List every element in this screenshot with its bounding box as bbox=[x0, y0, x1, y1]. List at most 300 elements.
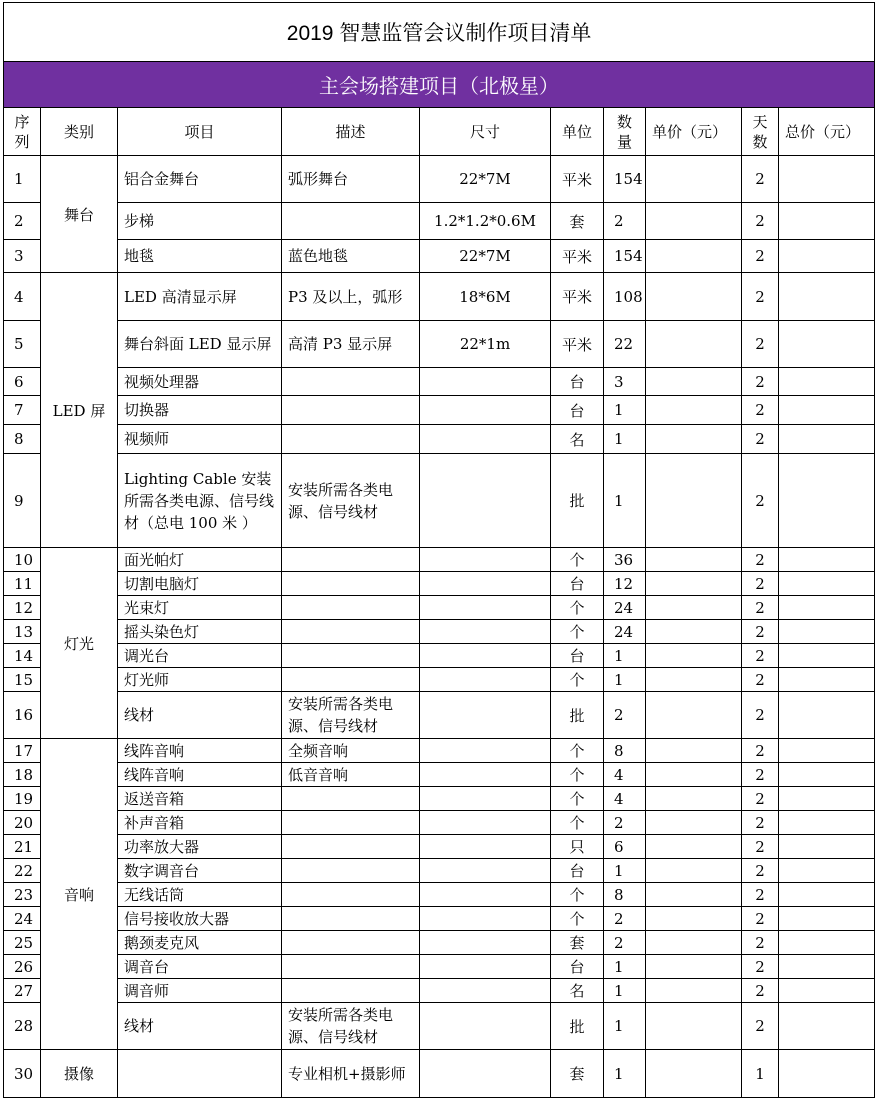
item-total-price bbox=[779, 620, 875, 644]
row-index: 13 bbox=[4, 620, 41, 644]
item-size: 1.2*1.2*0.6M bbox=[420, 203, 551, 240]
item-size bbox=[420, 979, 551, 1003]
row-index: 3 bbox=[4, 240, 41, 273]
item-size bbox=[420, 907, 551, 931]
item-total-price bbox=[779, 425, 875, 454]
item-name: 信号接收放大器 bbox=[118, 907, 282, 931]
item-total-price bbox=[779, 955, 875, 979]
row-index: 15 bbox=[4, 668, 41, 692]
item-quantity: 4 bbox=[604, 763, 646, 787]
item-total-price bbox=[779, 859, 875, 883]
item-unit-price bbox=[646, 396, 742, 425]
item-total-price bbox=[779, 368, 875, 396]
item-size: 22*1m bbox=[420, 321, 551, 368]
item-unit-price bbox=[646, 979, 742, 1003]
item-size bbox=[420, 883, 551, 907]
item-size bbox=[420, 548, 551, 572]
item-size bbox=[420, 787, 551, 811]
row-index: 11 bbox=[4, 572, 41, 596]
item-unit-price bbox=[646, 811, 742, 835]
row-index: 8 bbox=[4, 425, 41, 454]
item-description: 安装所需各类电源、信号线材 bbox=[282, 692, 420, 739]
item-size bbox=[420, 572, 551, 596]
item-unit: 台 bbox=[551, 396, 604, 425]
item-unit: 批 bbox=[551, 692, 604, 739]
item-name bbox=[118, 1050, 282, 1098]
row-index: 25 bbox=[4, 931, 41, 955]
item-total-price bbox=[779, 1003, 875, 1050]
item-total-price bbox=[779, 787, 875, 811]
item-unit: 平米 bbox=[551, 156, 604, 203]
item-unit: 批 bbox=[551, 454, 604, 548]
item-total-price bbox=[779, 1050, 875, 1098]
item-quantity: 1 bbox=[604, 979, 646, 1003]
item-unit: 平米 bbox=[551, 273, 604, 321]
item-days: 2 bbox=[742, 620, 779, 644]
table-row bbox=[4, 907, 875, 931]
item-quantity: 1 bbox=[604, 955, 646, 979]
table-row bbox=[4, 620, 875, 644]
item-quantity: 1 bbox=[604, 1003, 646, 1050]
item-total-price bbox=[779, 454, 875, 548]
item-quantity: 1 bbox=[604, 425, 646, 454]
item-description bbox=[282, 548, 420, 572]
table-row bbox=[4, 859, 875, 883]
item-days: 2 bbox=[742, 273, 779, 321]
item-days: 2 bbox=[742, 572, 779, 596]
header-unit: 单位 bbox=[551, 108, 604, 156]
item-description bbox=[282, 835, 420, 859]
item-unit: 个 bbox=[551, 548, 604, 572]
item-size bbox=[420, 955, 551, 979]
item-size bbox=[420, 425, 551, 454]
item-total-price bbox=[779, 979, 875, 1003]
row-index: 30 bbox=[4, 1050, 41, 1098]
item-days: 2 bbox=[742, 156, 779, 203]
table-row bbox=[4, 931, 875, 955]
item-name: 数字调音台 bbox=[118, 859, 282, 883]
item-name: 功率放大器 bbox=[118, 835, 282, 859]
item-quantity: 12 bbox=[604, 572, 646, 596]
item-name: 舞台斜面 LED 显示屏 bbox=[118, 321, 282, 368]
table-row bbox=[4, 425, 875, 454]
item-name: 步梯 bbox=[118, 203, 282, 240]
item-unit-price bbox=[646, 787, 742, 811]
item-size: 22*7M bbox=[420, 156, 551, 203]
item-unit-price bbox=[646, 692, 742, 739]
item-quantity: 1 bbox=[604, 859, 646, 883]
item-quantity: 1 bbox=[604, 644, 646, 668]
item-total-price bbox=[779, 931, 875, 955]
row-index: 18 bbox=[4, 763, 41, 787]
row-index: 9 bbox=[4, 454, 41, 548]
item-total-price bbox=[779, 692, 875, 739]
item-quantity: 6 bbox=[604, 835, 646, 859]
item-unit: 个 bbox=[551, 787, 604, 811]
row-index: 14 bbox=[4, 644, 41, 668]
item-description: 高清 P3 显示屏 bbox=[282, 321, 420, 368]
item-name: 地毯 bbox=[118, 240, 282, 273]
item-days: 2 bbox=[742, 548, 779, 572]
item-quantity: 108 bbox=[604, 273, 646, 321]
row-index: 6 bbox=[4, 368, 41, 396]
item-name: 切割电脑灯 bbox=[118, 572, 282, 596]
project-table bbox=[3, 2, 875, 1098]
table-row bbox=[4, 203, 875, 240]
item-quantity: 2 bbox=[604, 907, 646, 931]
item-quantity: 2 bbox=[604, 203, 646, 240]
item-unit: 个 bbox=[551, 763, 604, 787]
table-row bbox=[4, 644, 875, 668]
table-row bbox=[4, 240, 875, 273]
table-row bbox=[4, 787, 875, 811]
item-size: 22*7M bbox=[420, 240, 551, 273]
item-total-price bbox=[779, 596, 875, 620]
row-index: 19 bbox=[4, 787, 41, 811]
item-days: 1 bbox=[742, 1050, 779, 1098]
item-unit-price bbox=[646, 859, 742, 883]
item-name: 铝合金舞台 bbox=[118, 156, 282, 203]
table-row bbox=[4, 763, 875, 787]
item-description bbox=[282, 811, 420, 835]
item-unit-price bbox=[646, 572, 742, 596]
category-stage: 舞台 bbox=[41, 156, 118, 273]
header-size: 尺寸 bbox=[420, 108, 551, 156]
item-quantity: 24 bbox=[604, 596, 646, 620]
item-description: 全频音响 bbox=[282, 739, 420, 763]
item-description bbox=[282, 955, 420, 979]
item-name: 调光台 bbox=[118, 644, 282, 668]
table-row bbox=[4, 273, 875, 321]
row-index: 7 bbox=[4, 396, 41, 425]
item-unit: 个 bbox=[551, 811, 604, 835]
item-unit: 个 bbox=[551, 907, 604, 931]
table-row bbox=[4, 548, 875, 572]
table-row bbox=[4, 811, 875, 835]
item-quantity: 1 bbox=[604, 454, 646, 548]
item-name: 鹅颈麦克风 bbox=[118, 931, 282, 955]
item-quantity: 2 bbox=[604, 692, 646, 739]
item-size bbox=[420, 811, 551, 835]
item-total-price bbox=[779, 835, 875, 859]
item-unit-price bbox=[646, 548, 742, 572]
item-total-price bbox=[779, 240, 875, 273]
item-unit-price bbox=[646, 321, 742, 368]
item-unit-price bbox=[646, 955, 742, 979]
row-index: 27 bbox=[4, 979, 41, 1003]
category-led: LED 屏 bbox=[41, 273, 118, 548]
item-unit-price bbox=[646, 273, 742, 321]
table-row bbox=[4, 156, 875, 203]
item-days: 2 bbox=[742, 425, 779, 454]
item-total-price bbox=[779, 572, 875, 596]
table-row bbox=[4, 835, 875, 859]
item-name: 光束灯 bbox=[118, 596, 282, 620]
item-description: 专业相机+摄影师 bbox=[282, 1050, 420, 1098]
item-name: 补声音箱 bbox=[118, 811, 282, 835]
item-description bbox=[282, 644, 420, 668]
item-unit-price bbox=[646, 763, 742, 787]
sheet-title: 2019 智慧监管会议制作项目清单 bbox=[4, 3, 875, 62]
table-row bbox=[4, 572, 875, 596]
item-unit: 个 bbox=[551, 620, 604, 644]
item-unit: 台 bbox=[551, 955, 604, 979]
item-description: 安装所需各类电源、信号线材 bbox=[282, 1003, 420, 1050]
item-total-price bbox=[779, 321, 875, 368]
item-quantity: 24 bbox=[604, 620, 646, 644]
item-days: 2 bbox=[742, 240, 779, 273]
item-name: 面光帕灯 bbox=[118, 548, 282, 572]
item-unit: 只 bbox=[551, 835, 604, 859]
item-quantity: 8 bbox=[604, 883, 646, 907]
item-size bbox=[420, 620, 551, 644]
table-row bbox=[4, 979, 875, 1003]
item-days: 2 bbox=[742, 763, 779, 787]
item-unit: 套 bbox=[551, 203, 604, 240]
header-item: 项目 bbox=[118, 108, 282, 156]
item-days: 2 bbox=[742, 321, 779, 368]
item-quantity: 154 bbox=[604, 156, 646, 203]
item-unit: 名 bbox=[551, 425, 604, 454]
category-lighting: 灯光 bbox=[41, 548, 118, 739]
table-row bbox=[4, 739, 875, 763]
item-quantity: 1 bbox=[604, 1050, 646, 1098]
item-name: 线材 bbox=[118, 692, 282, 739]
item-size bbox=[420, 835, 551, 859]
item-unit-price bbox=[646, 620, 742, 644]
item-size bbox=[420, 739, 551, 763]
category-audio: 音响 bbox=[41, 739, 118, 1050]
item-unit-price bbox=[646, 883, 742, 907]
item-quantity: 36 bbox=[604, 548, 646, 572]
item-unit-price bbox=[646, 644, 742, 668]
header-unit-price: 单价（元） bbox=[646, 108, 742, 156]
item-days: 2 bbox=[742, 396, 779, 425]
section-title: 主会场搭建项目（北极星） bbox=[4, 62, 875, 108]
item-total-price bbox=[779, 811, 875, 835]
item-name: 视频处理器 bbox=[118, 368, 282, 396]
table-row bbox=[4, 1050, 875, 1098]
item-size bbox=[420, 454, 551, 548]
item-size bbox=[420, 644, 551, 668]
item-description bbox=[282, 979, 420, 1003]
row-index: 12 bbox=[4, 596, 41, 620]
item-days: 2 bbox=[742, 907, 779, 931]
item-name: 线阵音响 bbox=[118, 739, 282, 763]
item-size bbox=[420, 1003, 551, 1050]
item-unit: 平米 bbox=[551, 240, 604, 273]
item-unit-price bbox=[646, 835, 742, 859]
table-row bbox=[4, 596, 875, 620]
item-unit: 台 bbox=[551, 859, 604, 883]
item-unit: 个 bbox=[551, 668, 604, 692]
item-days: 2 bbox=[742, 883, 779, 907]
item-unit: 台 bbox=[551, 368, 604, 396]
item-name: 切换器 bbox=[118, 396, 282, 425]
item-description bbox=[282, 883, 420, 907]
item-quantity: 1 bbox=[604, 668, 646, 692]
row-index: 20 bbox=[4, 811, 41, 835]
item-description: 低音音响 bbox=[282, 763, 420, 787]
item-name: 线材 bbox=[118, 1003, 282, 1050]
item-name: Lighting Cable 安装所需各类电源、信号线材（总电 100 米 ） bbox=[118, 454, 282, 548]
item-size bbox=[420, 396, 551, 425]
item-unit: 套 bbox=[551, 1050, 604, 1098]
item-days: 2 bbox=[742, 368, 779, 396]
row-index: 2 bbox=[4, 203, 41, 240]
item-name: 调音师 bbox=[118, 979, 282, 1003]
row-index: 1 bbox=[4, 156, 41, 203]
header-category: 类别 bbox=[41, 108, 118, 156]
item-name: 无线话筒 bbox=[118, 883, 282, 907]
item-name: 视频师 bbox=[118, 425, 282, 454]
item-name: 调音台 bbox=[118, 955, 282, 979]
project-list-sheet bbox=[3, 2, 874, 1098]
item-unit: 台 bbox=[551, 572, 604, 596]
item-unit-price bbox=[646, 203, 742, 240]
item-name: 返送音箱 bbox=[118, 787, 282, 811]
item-size bbox=[420, 1050, 551, 1098]
item-unit: 个 bbox=[551, 883, 604, 907]
category-camera: 摄像 bbox=[41, 1050, 118, 1098]
row-index: 23 bbox=[4, 883, 41, 907]
item-description bbox=[282, 368, 420, 396]
item-unit: 批 bbox=[551, 1003, 604, 1050]
row-index: 26 bbox=[4, 955, 41, 979]
item-total-price bbox=[779, 396, 875, 425]
header-quantity: 数 量 bbox=[604, 108, 646, 156]
item-unit: 个 bbox=[551, 739, 604, 763]
item-total-price bbox=[779, 548, 875, 572]
item-description bbox=[282, 620, 420, 644]
item-total-price bbox=[779, 156, 875, 203]
item-unit-price bbox=[646, 240, 742, 273]
item-size: 18*6M bbox=[420, 273, 551, 321]
item-days: 2 bbox=[742, 692, 779, 739]
table-row bbox=[4, 396, 875, 425]
row-index: 5 bbox=[4, 321, 41, 368]
item-quantity: 154 bbox=[604, 240, 646, 273]
table-row bbox=[4, 1003, 875, 1050]
item-days: 2 bbox=[742, 859, 779, 883]
table-row bbox=[4, 692, 875, 739]
item-description: 蓝色地毯 bbox=[282, 240, 420, 273]
item-description bbox=[282, 787, 420, 811]
item-unit-price bbox=[646, 1003, 742, 1050]
item-quantity: 2 bbox=[604, 931, 646, 955]
item-size bbox=[420, 368, 551, 396]
item-total-price bbox=[779, 763, 875, 787]
item-days: 2 bbox=[742, 644, 779, 668]
item-description bbox=[282, 596, 420, 620]
item-quantity: 3 bbox=[604, 368, 646, 396]
row-index: 10 bbox=[4, 548, 41, 572]
item-total-price bbox=[779, 907, 875, 931]
table-row bbox=[4, 454, 875, 548]
item-total-price bbox=[779, 644, 875, 668]
item-total-price bbox=[779, 883, 875, 907]
item-unit-price bbox=[646, 739, 742, 763]
item-name: 灯光师 bbox=[118, 668, 282, 692]
item-size bbox=[420, 692, 551, 739]
table-row bbox=[4, 368, 875, 396]
item-quantity: 4 bbox=[604, 787, 646, 811]
item-days: 2 bbox=[742, 931, 779, 955]
item-size bbox=[420, 931, 551, 955]
item-unit-price bbox=[646, 368, 742, 396]
item-days: 2 bbox=[742, 739, 779, 763]
item-description bbox=[282, 931, 420, 955]
item-unit-price bbox=[646, 907, 742, 931]
item-days: 2 bbox=[742, 596, 779, 620]
row-index: 24 bbox=[4, 907, 41, 931]
item-unit: 名 bbox=[551, 979, 604, 1003]
item-days: 2 bbox=[742, 454, 779, 548]
item-size bbox=[420, 859, 551, 883]
table-header bbox=[4, 108, 875, 156]
item-quantity: 1 bbox=[604, 396, 646, 425]
item-size bbox=[420, 763, 551, 787]
item-quantity: 2 bbox=[604, 811, 646, 835]
row-index: 21 bbox=[4, 835, 41, 859]
row-index: 4 bbox=[4, 273, 41, 321]
item-name: 摇头染色灯 bbox=[118, 620, 282, 644]
item-size bbox=[420, 668, 551, 692]
item-days: 2 bbox=[742, 835, 779, 859]
item-description bbox=[282, 396, 420, 425]
item-unit-price bbox=[646, 1050, 742, 1098]
item-days: 2 bbox=[742, 787, 779, 811]
item-quantity: 8 bbox=[604, 739, 646, 763]
item-description: P3 及以上，弧形 bbox=[282, 273, 420, 321]
item-unit: 平米 bbox=[551, 321, 604, 368]
row-index: 16 bbox=[4, 692, 41, 739]
table-row bbox=[4, 955, 875, 979]
item-total-price bbox=[779, 739, 875, 763]
item-description bbox=[282, 668, 420, 692]
item-days: 2 bbox=[742, 979, 779, 1003]
header-total-price: 总价（元） bbox=[779, 108, 875, 156]
item-description bbox=[282, 425, 420, 454]
table-row bbox=[4, 668, 875, 692]
item-days: 2 bbox=[742, 955, 779, 979]
header-days: 天 数 bbox=[742, 108, 779, 156]
item-description: 弧形舞台 bbox=[282, 156, 420, 203]
header-index: 序 列 bbox=[4, 108, 41, 156]
item-unit: 台 bbox=[551, 644, 604, 668]
item-days: 2 bbox=[742, 668, 779, 692]
item-unit-price bbox=[646, 668, 742, 692]
item-unit-price bbox=[646, 931, 742, 955]
table-row bbox=[4, 883, 875, 907]
item-quantity: 22 bbox=[604, 321, 646, 368]
row-index: 17 bbox=[4, 739, 41, 763]
item-name: 线阵音响 bbox=[118, 763, 282, 787]
item-unit-price bbox=[646, 454, 742, 548]
item-description: 安装所需各类电源、信号线材 bbox=[282, 454, 420, 548]
item-total-price bbox=[779, 273, 875, 321]
item-description bbox=[282, 859, 420, 883]
item-unit-price bbox=[646, 596, 742, 620]
item-description bbox=[282, 572, 420, 596]
item-unit-price bbox=[646, 425, 742, 454]
row-index: 22 bbox=[4, 859, 41, 883]
header-description: 描述 bbox=[282, 108, 420, 156]
item-unit-price bbox=[646, 156, 742, 203]
item-days: 2 bbox=[742, 203, 779, 240]
item-name: LED 高清显示屏 bbox=[118, 273, 282, 321]
item-days: 2 bbox=[742, 811, 779, 835]
